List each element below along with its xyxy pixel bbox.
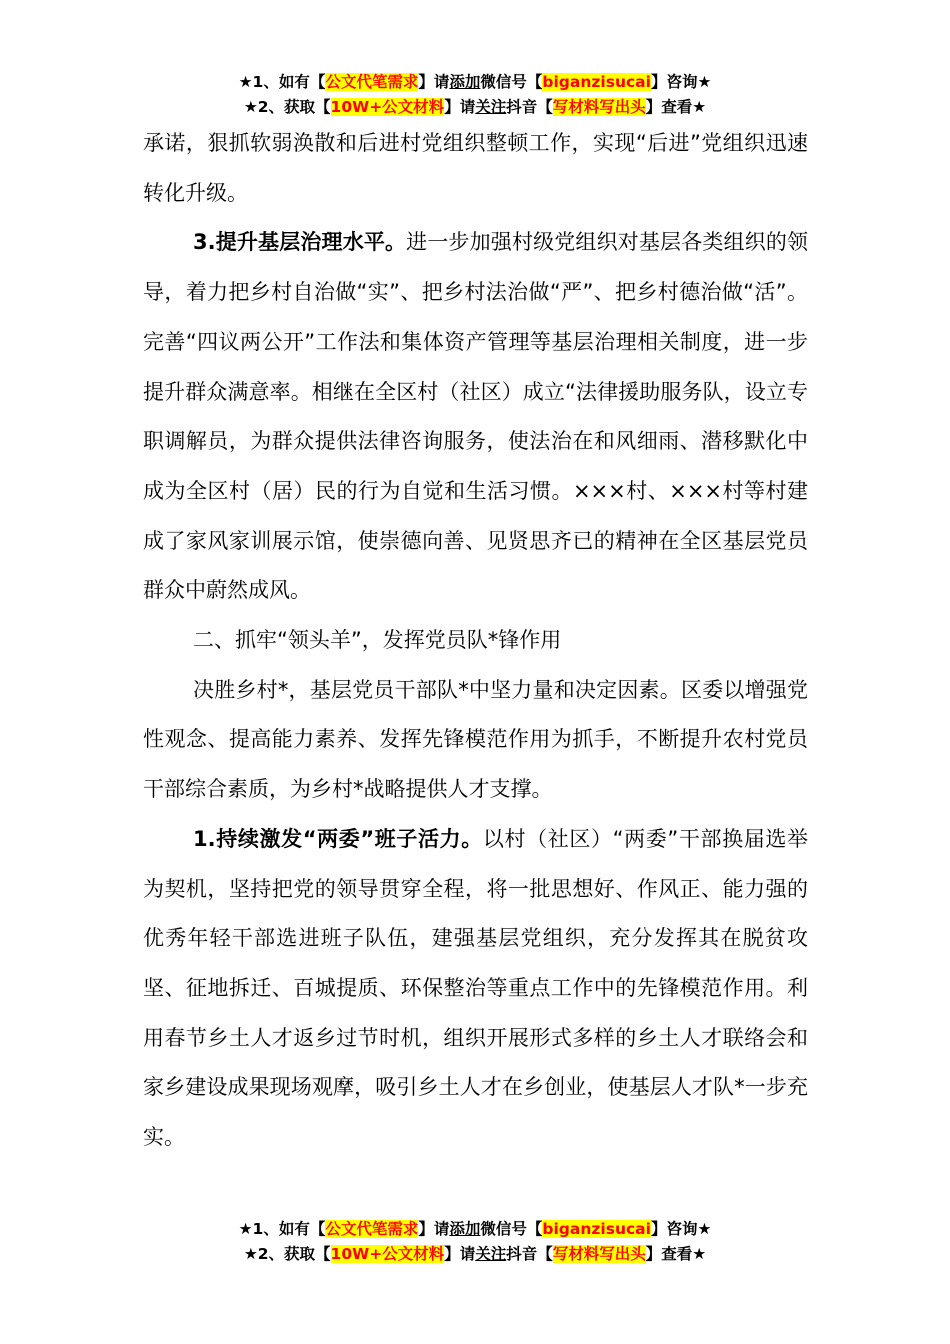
banner-highlight: 公文代笔需求: [325, 73, 419, 91]
paragraph-4: 决胜乡村*，基层党员干部队*中坚力量和决定因素。区委以增强党性观念、提高能力素养、发挥先锋模范作用为抓手，不断提升农村党员干部综合素质，为乡村*战略提供人才支撑。: [143, 677, 808, 802]
star-icon: ★: [243, 98, 258, 116]
banner-text: 2、获取【: [257, 1245, 331, 1263]
banner-text: 抖音【: [506, 1245, 553, 1263]
banner-underline: 添加: [449, 73, 481, 91]
star-icon: ★: [238, 1220, 253, 1238]
banner-text: 微信号【: [480, 73, 543, 91]
paragraph-1: 承诺，狠抓软弱涣散和后进村党组织整顿工作，实现“后进”党组织迅速转化升级。: [143, 131, 808, 205]
star-icon: ★: [243, 1245, 258, 1263]
star-icon: ★: [692, 98, 707, 116]
banner-text: 1、如有【: [252, 1220, 326, 1238]
banner-underline: 添加: [449, 1220, 481, 1238]
banner-text: 2、获取【: [257, 98, 331, 116]
paragraph-5: [143, 815, 808, 1163]
banner-text: 】咨询: [650, 73, 698, 91]
star-icon: ★: [238, 73, 253, 91]
star-icon: ★: [692, 1245, 707, 1263]
banner-text: 抖音【: [506, 98, 553, 116]
banner-text: 】请: [418, 1220, 450, 1238]
banner-line-2: [0, 1242, 950, 1267]
banner-highlight: 10W+公文材料: [330, 1245, 445, 1263]
subheading: 3.提升基层治理水平。: [193, 230, 407, 255]
banner-underline: 关注: [475, 98, 507, 116]
banner-text: 】咨询: [650, 1220, 698, 1238]
banner-highlight: 10W+公文材料: [330, 98, 445, 116]
document-body: [143, 119, 808, 1163]
banner-douyin-id: 写材料写出头: [552, 98, 646, 116]
banner-text: 】请: [418, 73, 450, 91]
banner-text: 微信号【: [480, 1220, 543, 1238]
top-banner: [0, 70, 950, 120]
banner-text: 】查看: [645, 98, 693, 116]
banner-line-1: [0, 1217, 950, 1242]
bottom-banner: [0, 1217, 950, 1267]
star-icon: ★: [697, 73, 712, 91]
paragraph-text: 以村（社区）“两委”干部换届选举为契机，坚持把党的领导贯穿全程，将一批思想好、作风正、能力强的优秀年轻干部选进班子队伍，建强基层党组织，充分发挥其在脱贫攻坚、征地拆迁、百城提质、环保整治等重点工作中的先锋模范作用。利用春节乡土人才返乡过节时机，组织开展形式多样的乡土人才联络会和家乡建设成果现场观摩，吸引乡土人才在乡创业，使基层人才队*一步充实。: [143, 826, 808, 1150]
banner-wechat-id: biganzisucai: [542, 73, 651, 91]
banner-line-2: [0, 95, 950, 120]
banner-underline: 关注: [475, 1245, 507, 1263]
banner-highlight: 公文代笔需求: [325, 1220, 419, 1238]
banner-line-1: [0, 70, 950, 95]
banner-text: 】请: [444, 98, 476, 116]
section-heading: 二、抓牢“领头羊”，发挥党员队*锋作用: [193, 628, 562, 653]
banner-text: 】查看: [645, 1245, 693, 1263]
banner-wechat-id: biganzisucai: [542, 1220, 651, 1238]
subheading: 1.持续激发“两委”班子活力。: [193, 826, 483, 851]
paragraph-text: 进一步加强村级党组织对基层各类组织的领导，着力把乡村自治做“实”、把乡村法治做“严”、把乡村德治做“活”。完善“四议两公开”工作法和集体资产管理等基层治理相关制度，进一步提升群众满意率。相继在全区村（社区）成立“法律援助服务队，设立专职调解员，为群众提供法律咨询服务，使法治在和风细雨、潜移默化中成为全区村（居）民的行为自觉和生活习惯。×××村、×××村等村建成了家风家训展示馆，使崇德向善、见贤思齐已的精神在全区基层党员群众中蔚然成风。: [143, 230, 809, 603]
paragraph-2: [143, 218, 808, 616]
star-icon: ★: [697, 1220, 712, 1238]
banner-text: 】请: [444, 1245, 476, 1263]
banner-text: 1、如有【: [252, 73, 326, 91]
banner-douyin-id: 写材料写出头: [552, 1245, 646, 1263]
